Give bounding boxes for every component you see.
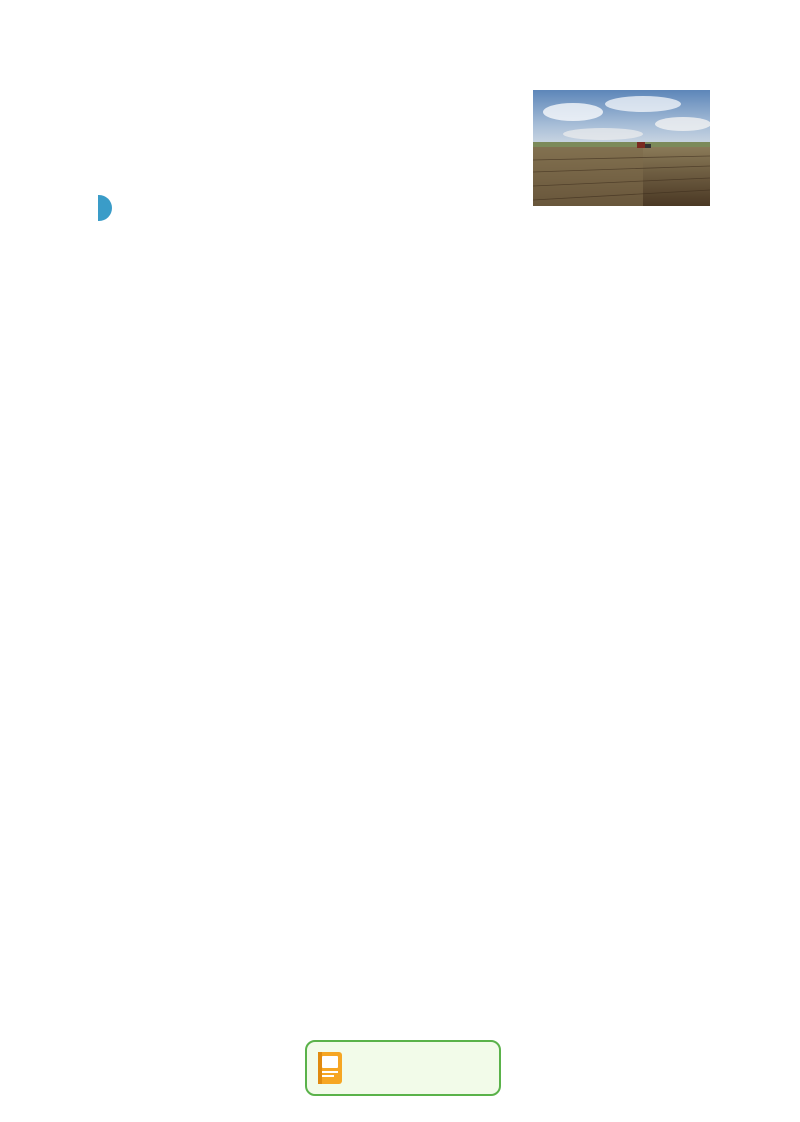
section-heading (98, 193, 126, 223)
plowed-field-photo (533, 90, 710, 206)
book-icon (316, 1049, 346, 1087)
liquid-state-diagram (560, 700, 680, 844)
section-marker-icon (98, 195, 112, 221)
watermark-badge (305, 1040, 501, 1096)
crystal-state-diagram (565, 330, 675, 474)
liquid-crystal-state-diagram (565, 512, 675, 656)
